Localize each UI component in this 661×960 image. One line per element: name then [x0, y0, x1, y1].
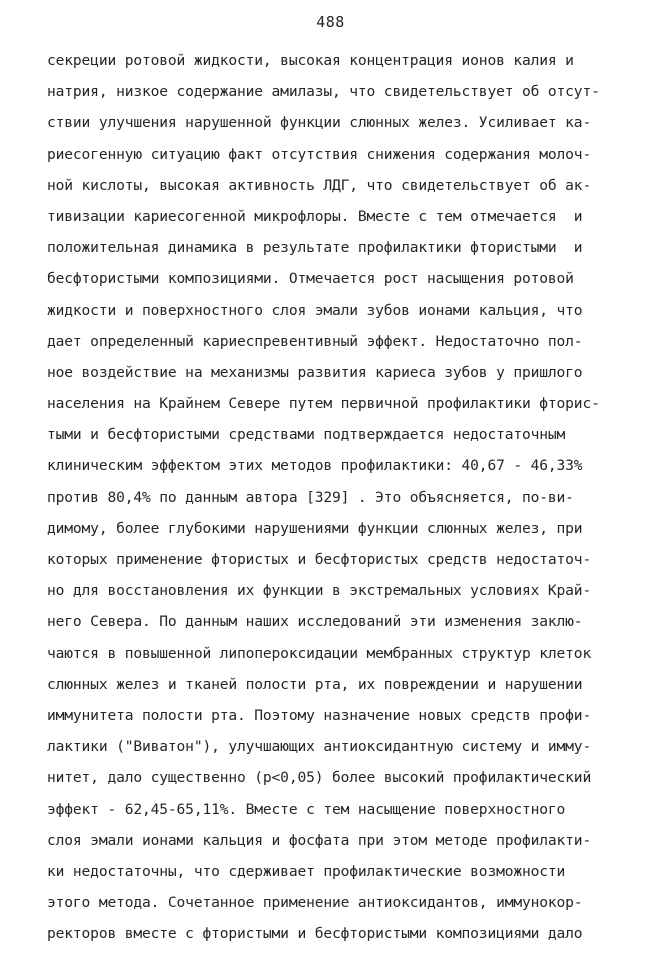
text-line: клиническим эффектом этих методов профилактики: 40,67 - 46,33% — [47, 457, 583, 475]
text-line: слоя эмали ионами кальция и фосфата при этом методе профилакти- — [47, 831, 592, 849]
text-line: натрия, низкое содержание амилазы, что свидетельствует об отсут- — [47, 83, 600, 101]
text-line: димому, более глубокими нарушениями функции слюнных желез, при — [47, 519, 583, 537]
text-line: ректоров вместе с фтористыми и бесфтористыми композициями дало — [47, 925, 583, 943]
text-line: дает определенный кариеспревентивный эффект. Недостаточно пол- — [47, 332, 583, 350]
text-line: чаются в повышенной липопероксидации мембранных структур клеток — [47, 644, 592, 662]
body-text — [47, 45, 647, 949]
text-line: этого метода. Сочетанное применение антиоксидантов, иммунокор- — [47, 894, 583, 912]
text-line: положительная динамика в результате профилактики фтористыми и — [47, 239, 583, 257]
text-line: но для восстановления их функции в экстремальных условиях Край- — [47, 582, 592, 600]
text-line: лактики ("Виватон"), улучшающих антиоксидантную систему и имму- — [47, 738, 592, 756]
text-line: жидкости и поверхностного слоя эмали зубов ионами кальция, что — [47, 301, 583, 319]
text-line: него Севера. По данным наших исследований эти изменения заклю- — [47, 613, 583, 631]
text-line: тыми и бесфтористыми средствами подтверждается недостаточным — [47, 426, 566, 444]
text-line: нитет, дало существенно (p<0,05) более высокий профилактический — [47, 769, 592, 787]
text-line: которых применение фтористых и бесфтористых средств недостаточ- — [47, 551, 592, 568]
text-line: эффект - 62,45-65,11%. Вместе с тем насыщение поверхностного — [47, 800, 566, 818]
text-line: иммунитета полости рта. Поэтому назначение новых средств профи- — [47, 706, 592, 724]
text-line: тивизации кариесогенной микрофлоры. Вместе с тем отмечается и — [47, 207, 583, 225]
text-line: ной кислоты, высокая активность ЛДГ, что свидетельствует об ак- — [47, 176, 592, 194]
text-line: населения на Крайнем Севере путем первичной профилактики фторис- — [47, 395, 600, 413]
text-line: слюнных желез и тканей полости рта, их повреждении и нарушении — [47, 675, 583, 693]
text-line: ствии улучшения нарушенной функции слюнных желез. Усиливает ка- — [47, 114, 592, 132]
text-line: ки недостаточны, что сдерживает профилактические возможности — [47, 862, 566, 880]
text-line: секреции ротовой жидкости, высокая концентрация ионов калия и — [47, 52, 574, 69]
text-line: бесфтористыми композициями. Отмечается рост насыщения ротовой — [47, 270, 574, 288]
text-line: ное воздействие на механизмы развития кариеса зубов у пришлого — [47, 363, 583, 381]
text-line: против 80,4% по данным автора [329] . Это объясняется, по-ви- — [47, 488, 574, 506]
text-line: риесогенную ситуацию факт отсутствия снижения содержания молоч- — [47, 145, 592, 163]
page-number: 488 — [316, 13, 345, 31]
